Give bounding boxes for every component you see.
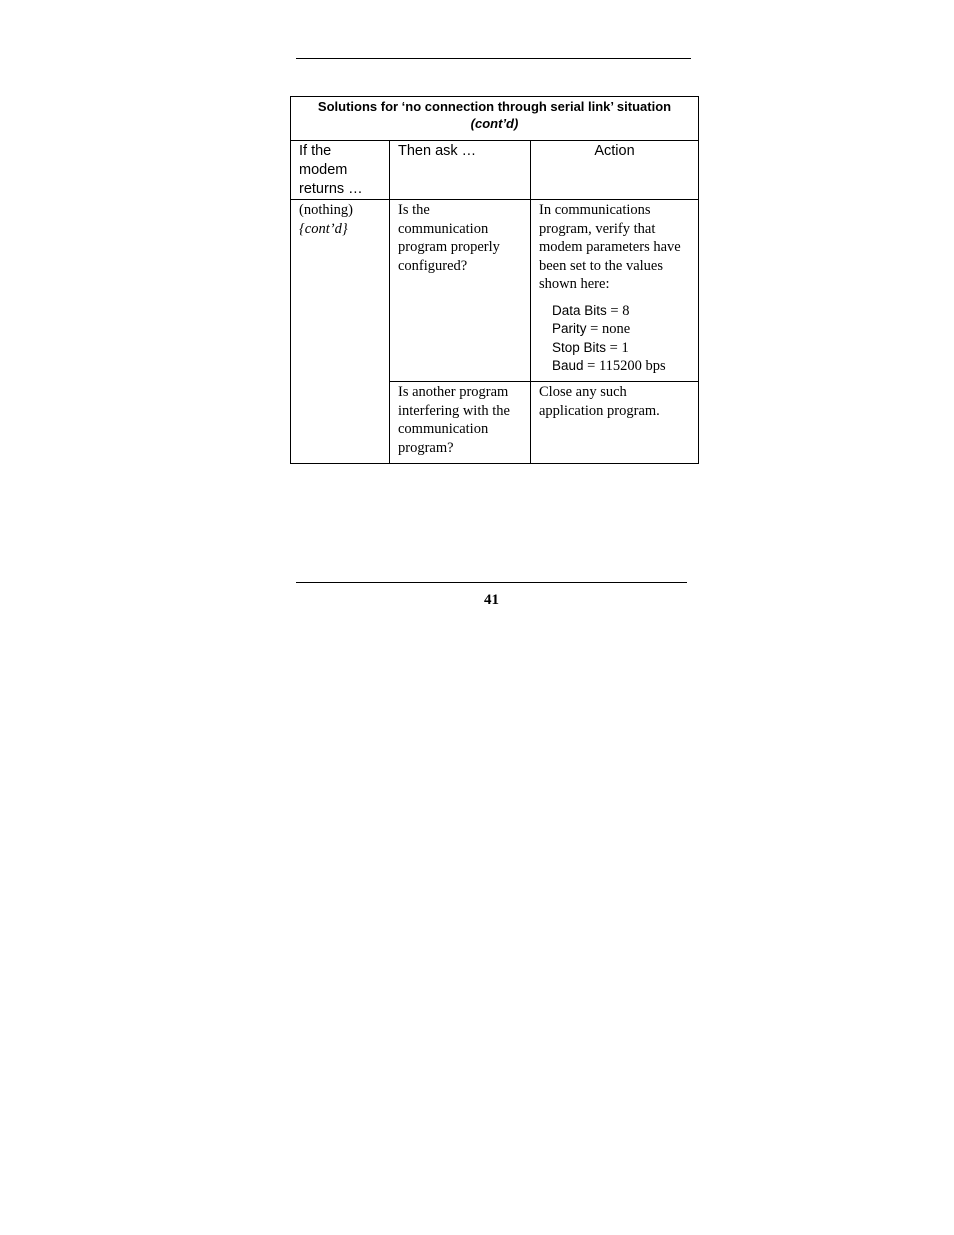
column-header-then-ask: Then ask … (390, 141, 531, 200)
parameter-value: = 8 (610, 302, 630, 319)
table-title-contd: (cont’d) (470, 116, 519, 131)
action-cell (531, 200, 699, 382)
question-cell: Is the communication program properly configured? (390, 200, 531, 382)
parameter-name: Stop Bits (552, 339, 607, 355)
parameter-value: = none (590, 321, 631, 337)
table-title (291, 97, 699, 141)
table-title-text: Solutions for ‘no connection through serial link’ situation (317, 99, 672, 114)
parameter-value: = 115200 bps (587, 358, 666, 374)
list-item (552, 357, 690, 376)
header-rule (296, 58, 691, 59)
question-cell: Is another program interfering with the communication program? (390, 382, 531, 464)
parameter-name: Baud (552, 358, 584, 373)
table-row (291, 200, 699, 382)
modem-returns-contd: {cont’d} (299, 220, 348, 237)
action-cell: Close any such application program. (531, 382, 699, 464)
list-item (552, 339, 690, 358)
action-text: In communications program, verify that modem parameters have been set to the values shown here: (539, 202, 681, 292)
parameter-name: Parity (552, 321, 587, 336)
footer-rule (296, 582, 687, 583)
parameter-value: = 1 (609, 339, 629, 356)
list-item (552, 302, 690, 321)
column-header-action: Action (531, 141, 699, 200)
parameter-name: Data Bits (552, 302, 607, 318)
modem-returns-value: (nothing) (299, 202, 353, 218)
modem-returns-cell (291, 200, 390, 464)
column-header-modem-returns: If the modem returns … (291, 141, 390, 200)
solutions-table (290, 96, 699, 464)
list-item (552, 320, 690, 339)
page-number: 41 (484, 592, 499, 608)
modem-parameter-list (552, 302, 690, 376)
